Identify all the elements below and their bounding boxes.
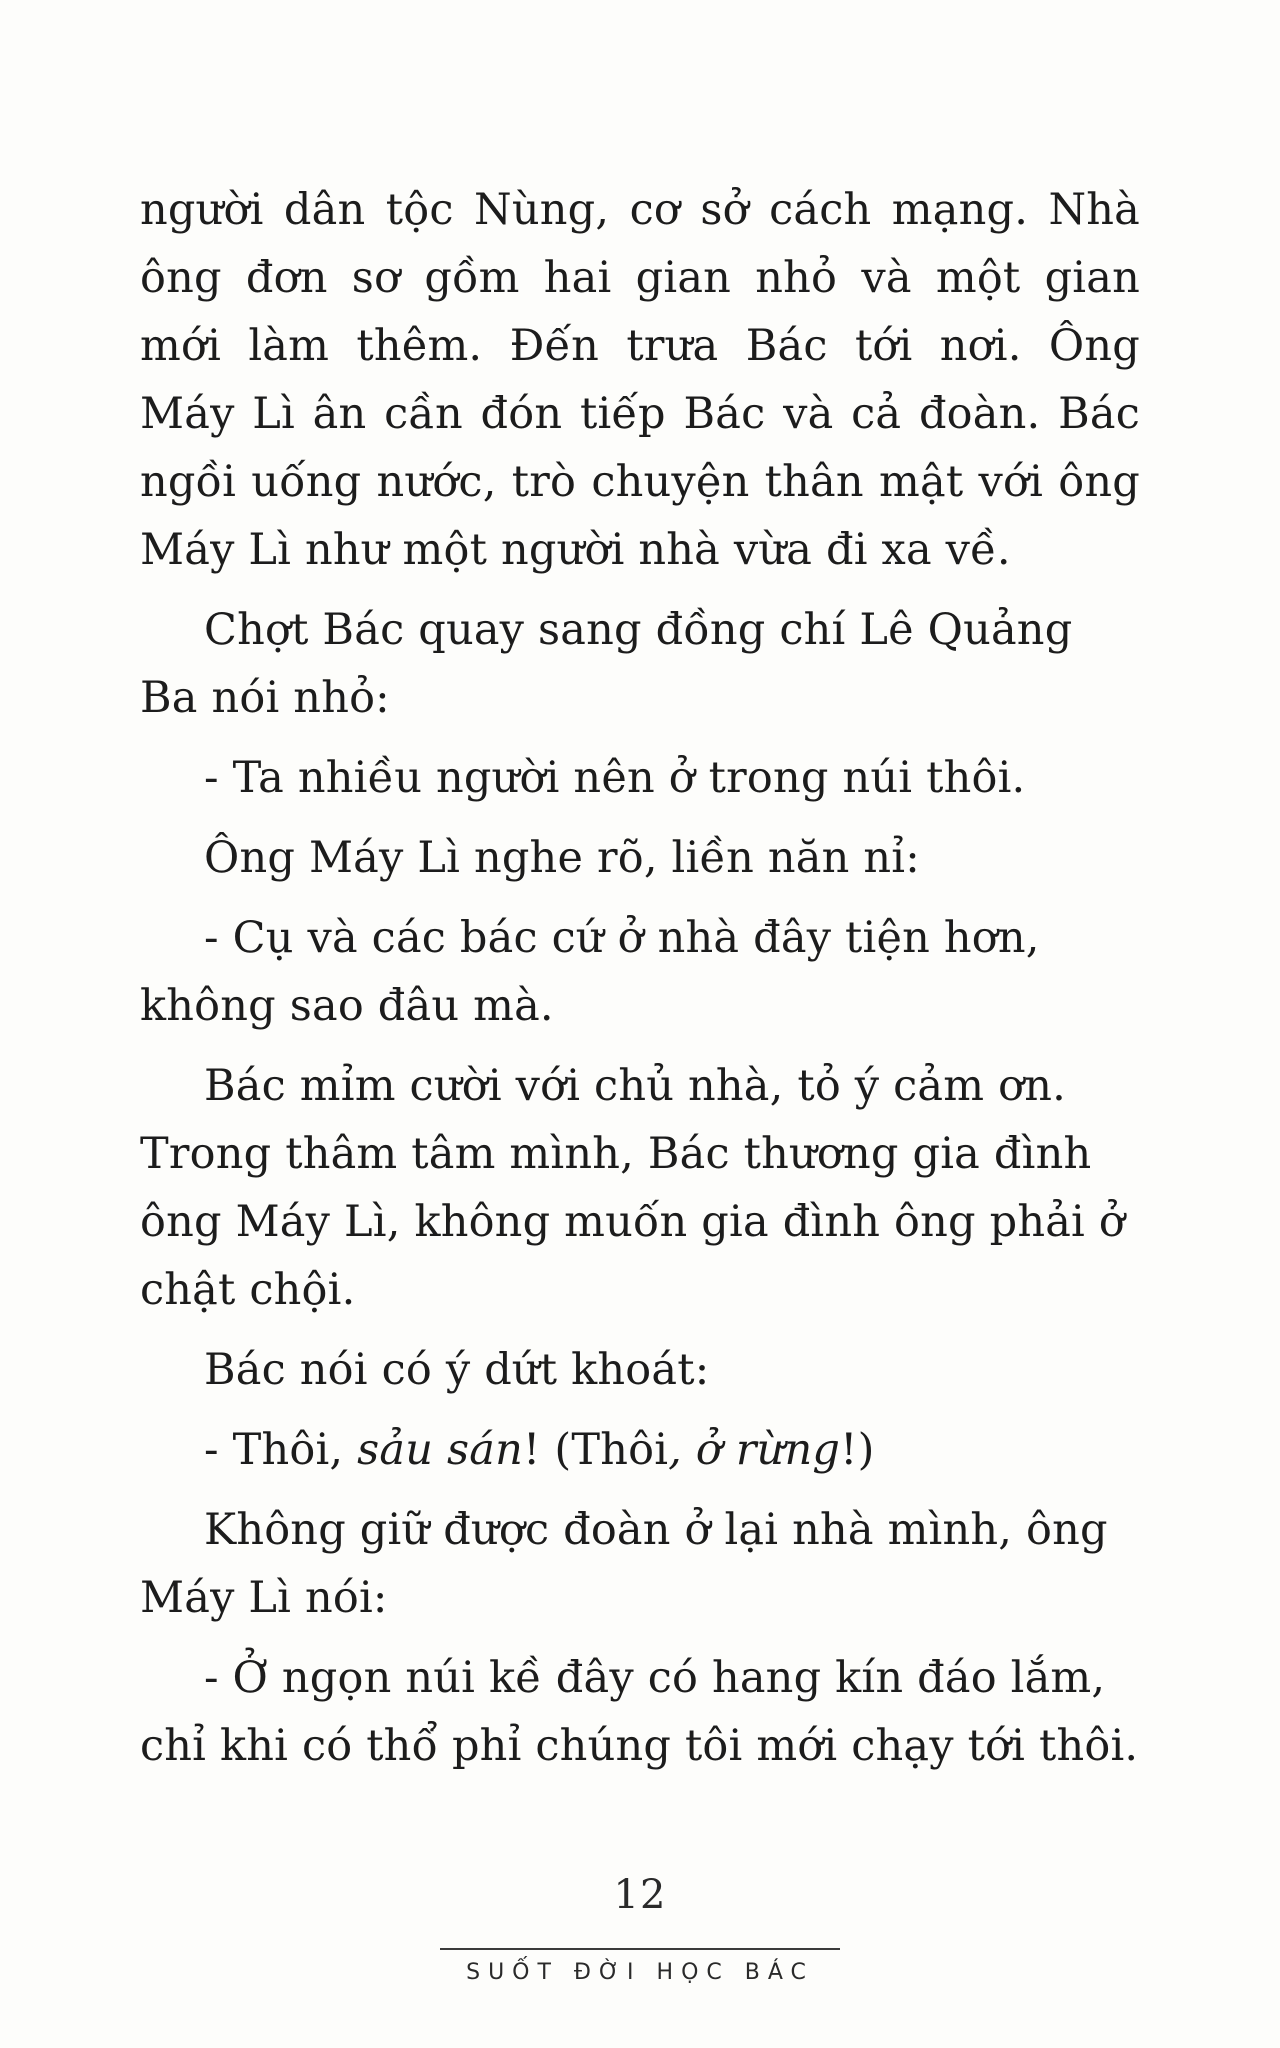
- page-number: 12: [613, 1872, 667, 1918]
- p8-tail: !): [840, 1425, 875, 1475]
- body-text: [140, 176, 1140, 1792]
- p8-italic-phrase-2: , ở rừng: [668, 1425, 841, 1475]
- paragraph-8: [140, 1416, 1140, 1484]
- p8-lead: - Thôi,: [204, 1425, 358, 1475]
- paragraph-2: Chợt Bác quay sang đồng chí Lê Quảng Ba nói nhỏ:: [140, 605, 1073, 723]
- paragraph-9: Không giữ được đoàn ở lại nhà mình, ông Máy Lì nói:: [140, 1505, 1108, 1623]
- paragraph-1: người dân tộc Nùng, cơ sở cách mạng. Nhà ông đơn sơ gồm hai gian nhỏ và một gian mới làm thêm. Đến trưa Bác tới nơi. Ông Máy Lì ân cần đón tiếp Bác và cả đoàn. Bác ngồi uống nước, trò chuyện thân mật với ông Máy Lì như một người nhà vừa đi xa về.: [140, 185, 1140, 575]
- paragraph-4: Ông Máy Lì nghe rõ, liền năn nỉ:: [204, 833, 920, 883]
- running-title: SUỐT ĐỜI HỌC BÁC: [466, 1960, 814, 1985]
- paragraph-6: Bác mỉm cười với chủ nhà, tỏ ý cảm ơn. Trong thâm tâm mình, Bác thương gia đình ông Máy Lì, không muốn gia đình ông phải ở chật chội.: [140, 1061, 1125, 1315]
- paragraph-7: Bác nói có ý dứt khoát:: [204, 1345, 710, 1395]
- paragraph-5: - Cụ và các bác cứ ở nhà đây tiện hơn, không sao đâu mà.: [140, 913, 1040, 1031]
- paragraph-10: - Ở ngọn núi kề đây có hang kín đáo lắm, chỉ khi có thổ phỉ chúng tôi mới chạy tới thôi.: [140, 1653, 1139, 1771]
- p8-mid: ! (Thôi: [523, 1425, 669, 1475]
- paragraph-3: - Ta nhiều người nên ở trong núi thôi.: [204, 753, 1026, 803]
- footer-divider: [440, 1948, 840, 1950]
- p8-italic-phrase-1: sảu sán: [357, 1425, 524, 1475]
